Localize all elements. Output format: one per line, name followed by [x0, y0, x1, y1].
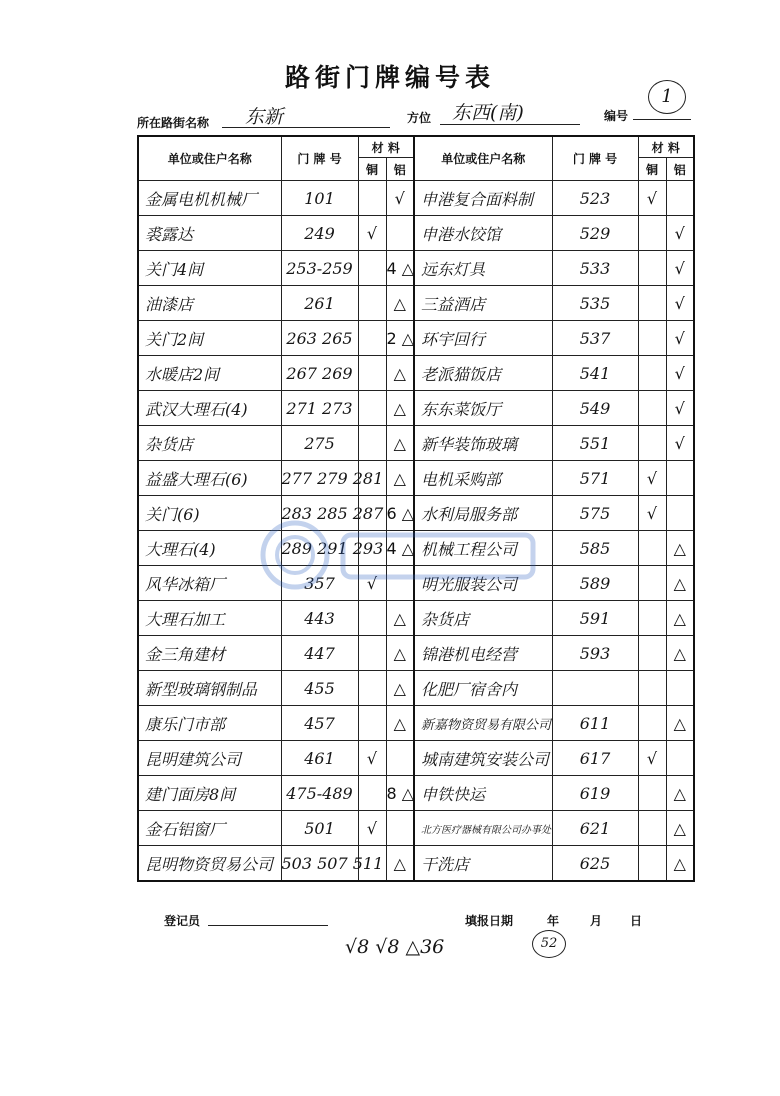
aluminum-mark-right: √	[666, 251, 694, 286]
copper-mark-right	[638, 251, 666, 286]
aluminum-mark-right: △	[666, 636, 694, 671]
door-number-right: 533	[552, 251, 638, 286]
tally-note: √8 √8 △36	[345, 936, 445, 958]
unit-name-right: 新华装饰玻璃	[414, 426, 552, 461]
aluminum-mark-left	[386, 741, 414, 776]
unit-name-left: 益盛大理石(6)	[138, 461, 281, 496]
aluminum-mark-left	[386, 811, 414, 846]
table-row	[138, 741, 694, 776]
unit-name-left: 昆明建筑公司	[138, 741, 281, 776]
aluminum-mark-right: √	[666, 426, 694, 461]
copper-mark-right	[638, 356, 666, 391]
unit-name-right: 三益酒店	[414, 286, 552, 321]
table-row	[138, 216, 694, 251]
form-number-circle: 1	[648, 80, 686, 114]
aluminum-mark-left: △	[386, 706, 414, 741]
copper-mark-right: √	[638, 496, 666, 531]
copper-mark-left	[358, 601, 386, 636]
unit-name-left: 油漆店	[138, 286, 281, 321]
table-row	[138, 706, 694, 741]
table-row	[138, 846, 694, 882]
door-number-left: 261	[281, 286, 358, 321]
door-number-right: 523	[552, 181, 638, 216]
aluminum-mark-right	[666, 741, 694, 776]
unit-name-left: 杂货店	[138, 426, 281, 461]
table-row	[138, 461, 694, 496]
unit-name-left: 裘露达	[138, 216, 281, 251]
unit-name-left: 金属电机机械厂	[138, 181, 281, 216]
door-number-right: 585	[552, 531, 638, 566]
aluminum-mark-right	[666, 671, 694, 706]
header-unit-right: 单位或住户名称	[414, 136, 552, 181]
unit-name-right: 老派猫饭店	[414, 356, 552, 391]
year-label: 年	[547, 914, 560, 928]
header-door-right: 门 牌 号	[552, 136, 638, 181]
door-number-left: 249	[281, 216, 358, 251]
unit-name-left: 金三角建材	[138, 636, 281, 671]
unit-name-left: 风华冰箱厂	[138, 566, 281, 601]
unit-name-right: 锦港机电经营	[414, 636, 552, 671]
copper-mark-right	[638, 391, 666, 426]
unit-name-right: 杂货店	[414, 601, 552, 636]
table-row	[138, 251, 694, 286]
door-number-left: 447	[281, 636, 358, 671]
unit-name-left: 康乐门市部	[138, 706, 281, 741]
date-label: 填报日期	[465, 914, 514, 928]
table-row	[138, 496, 694, 531]
direction-underline	[440, 124, 580, 125]
table-row	[138, 566, 694, 601]
unit-name-left: 新型玻璃钢制品	[138, 671, 281, 706]
unit-name-right: 电机采购部	[414, 461, 552, 496]
unit-name-left: 昆明物资贸易公司	[138, 846, 281, 882]
door-number-left: 101	[281, 181, 358, 216]
header-door-left: 门 牌 号	[281, 136, 358, 181]
unit-name-right: 水利局服务部	[414, 496, 552, 531]
unit-name-left: 关门(6)	[138, 496, 281, 531]
table-row	[138, 671, 694, 706]
door-number-right: 617	[552, 741, 638, 776]
copper-mark-right	[638, 776, 666, 811]
aluminum-mark-left: 8 △	[386, 776, 414, 811]
unit-name-right: 申港水饺馆	[414, 216, 552, 251]
door-number-right: 593	[552, 636, 638, 671]
day-label: 日	[630, 914, 643, 928]
unit-name-left: 关门2间	[138, 321, 281, 356]
copper-mark-left	[358, 706, 386, 741]
copper-mark-right	[638, 321, 666, 356]
aluminum-mark-left: △	[386, 356, 414, 391]
door-number-right: 611	[552, 706, 638, 741]
copper-mark-left	[358, 356, 386, 391]
table-body	[138, 181, 694, 882]
aluminum-mark-left: 4 △	[386, 251, 414, 286]
copper-mark-right: √	[638, 181, 666, 216]
copper-mark-right	[638, 216, 666, 251]
unit-name-left: 武汉大理石(4)	[138, 391, 281, 426]
copper-mark-left	[358, 181, 386, 216]
registrar-underline	[208, 925, 328, 926]
table-row	[138, 391, 694, 426]
aluminum-mark-right: △	[666, 566, 694, 601]
door-number-right: 529	[552, 216, 638, 251]
unit-name-right: 环宇回行	[414, 321, 552, 356]
table-row	[138, 286, 694, 321]
header-material-right: 材 料	[638, 136, 694, 158]
unit-name-right: 申铁快运	[414, 776, 552, 811]
header-aluminum-right: 铝	[666, 158, 694, 181]
door-number-right: 537	[552, 321, 638, 356]
aluminum-mark-right	[666, 461, 694, 496]
table-row	[138, 531, 694, 566]
door-number-right: 549	[552, 391, 638, 426]
aluminum-mark-left: 6 △	[386, 496, 414, 531]
door-number-left: 501	[281, 811, 358, 846]
door-number-table	[137, 135, 695, 882]
aluminum-mark-right: √	[666, 286, 694, 321]
copper-mark-right	[638, 531, 666, 566]
unit-name-right: 干洗店	[414, 846, 552, 882]
table-row	[138, 601, 694, 636]
unit-name-right: 明光服装公司	[414, 566, 552, 601]
form-title: 路街门牌编号表	[284, 63, 495, 92]
door-number-left: 283 285 287	[281, 496, 358, 531]
aluminum-mark-right: △	[666, 601, 694, 636]
door-number-left: 263 265	[281, 321, 358, 356]
unit-name-left: 建门面房8间	[138, 776, 281, 811]
door-number-right: 591	[552, 601, 638, 636]
unit-name-right: 机械工程公司	[414, 531, 552, 566]
copper-mark-left	[358, 636, 386, 671]
copper-mark-left	[358, 776, 386, 811]
table-row	[138, 776, 694, 811]
copper-mark-left: √	[358, 566, 386, 601]
door-number-right: 551	[552, 426, 638, 461]
unit-name-left: 水暖店2间	[138, 356, 281, 391]
door-number-right	[552, 671, 638, 706]
table-row	[138, 356, 694, 391]
door-number-right: 621	[552, 811, 638, 846]
unit-name-right: 北方医疗器械有限公司办事处	[414, 811, 552, 846]
aluminum-mark-left: △	[386, 391, 414, 426]
unit-name-right: 新嘉物资贸易有限公司	[414, 706, 552, 741]
door-number-right: 625	[552, 846, 638, 882]
copper-mark-left	[358, 671, 386, 706]
header-unit-left: 单位或住户名称	[138, 136, 281, 181]
aluminum-mark-right: △	[666, 706, 694, 741]
copper-mark-right	[638, 846, 666, 882]
door-number-left: 271 273	[281, 391, 358, 426]
copper-mark-left	[358, 426, 386, 461]
direction-value: 东西(南)	[452, 102, 524, 124]
copper-mark-right	[638, 426, 666, 461]
number-underline	[633, 119, 691, 120]
aluminum-mark-right: √	[666, 321, 694, 356]
door-number-right: 535	[552, 286, 638, 321]
aluminum-mark-right: △	[666, 531, 694, 566]
header-copper-left: 铜	[358, 158, 386, 181]
copper-mark-left	[358, 321, 386, 356]
copper-mark-right	[638, 706, 666, 741]
door-number-left: 253-259	[281, 251, 358, 286]
door-number-left: 277 279 281	[281, 461, 358, 496]
aluminum-mark-left: △	[386, 461, 414, 496]
door-number-right: 575	[552, 496, 638, 531]
street-label: 所在路街名称	[137, 116, 210, 130]
door-number-left: 475-489	[281, 776, 358, 811]
aluminum-mark-left: △	[386, 426, 414, 461]
door-number-left: 289 291 293	[281, 531, 358, 566]
street-value: 东新	[245, 106, 284, 128]
aluminum-mark-left: △	[386, 286, 414, 321]
aluminum-mark-left: △	[386, 601, 414, 636]
door-number-left: 357	[281, 566, 358, 601]
table-row	[138, 321, 694, 356]
copper-mark-right	[638, 811, 666, 846]
door-number-left: 267 269	[281, 356, 358, 391]
unit-name-right: 远东灯具	[414, 251, 552, 286]
aluminum-mark-left: √	[386, 181, 414, 216]
aluminum-mark-right: △	[666, 776, 694, 811]
unit-name-right: 东东菜饭厅	[414, 391, 552, 426]
aluminum-mark-right: △	[666, 811, 694, 846]
copper-mark-left: √	[358, 216, 386, 251]
unit-name-left: 关门4间	[138, 251, 281, 286]
door-number-left: 457	[281, 706, 358, 741]
table-row	[138, 636, 694, 671]
unit-name-right: 化肥厂宿舍内	[414, 671, 552, 706]
aluminum-mark-left: △	[386, 636, 414, 671]
door-number-right: 589	[552, 566, 638, 601]
header-copper-right: 铜	[638, 158, 666, 181]
door-number-left: 443	[281, 601, 358, 636]
door-number-right: 541	[552, 356, 638, 391]
door-number-left: 455	[281, 671, 358, 706]
number-label: 编号	[604, 109, 629, 123]
aluminum-mark-left	[386, 566, 414, 601]
aluminum-mark-left: 4 △	[386, 531, 414, 566]
aluminum-mark-left	[386, 216, 414, 251]
street-underline	[222, 127, 390, 128]
month-label: 月	[590, 914, 603, 928]
header-material-left: 材 料	[358, 136, 414, 158]
circled-count: 52	[532, 930, 566, 958]
copper-mark-right	[638, 566, 666, 601]
door-number-left: 461	[281, 741, 358, 776]
copper-mark-left: √	[358, 811, 386, 846]
aluminum-mark-left: △	[386, 846, 414, 882]
door-number-right: 571	[552, 461, 638, 496]
unit-name-left: 金石铝窗厂	[138, 811, 281, 846]
unit-name-right: 城南建筑安装公司	[414, 741, 552, 776]
aluminum-mark-right	[666, 496, 694, 531]
unit-name-left: 大理石加工	[138, 601, 281, 636]
registrar-label: 登记员	[164, 914, 201, 928]
copper-mark-right	[638, 286, 666, 321]
aluminum-mark-right: √	[666, 391, 694, 426]
aluminum-mark-right: △	[666, 846, 694, 882]
table-row	[138, 426, 694, 461]
aluminum-mark-right: √	[666, 216, 694, 251]
copper-mark-left: √	[358, 741, 386, 776]
door-number-right: 619	[552, 776, 638, 811]
copper-mark-left	[358, 391, 386, 426]
door-number-left: 503 507 511	[281, 846, 358, 882]
copper-mark-right: √	[638, 741, 666, 776]
unit-name-left: 大理石(4)	[138, 531, 281, 566]
table-row	[138, 811, 694, 846]
direction-label: 方位	[407, 111, 432, 125]
copper-mark-left	[358, 286, 386, 321]
header-aluminum-left: 铝	[386, 158, 414, 181]
table-row	[138, 181, 694, 216]
aluminum-mark-left: 2 △	[386, 321, 414, 356]
copper-mark-right: √	[638, 461, 666, 496]
copper-mark-left	[358, 251, 386, 286]
copper-mark-right	[638, 601, 666, 636]
unit-name-right: 申港复合面料制	[414, 181, 552, 216]
copper-mark-right	[638, 636, 666, 671]
aluminum-mark-right: √	[666, 356, 694, 391]
door-number-left: 275	[281, 426, 358, 461]
aluminum-mark-left: △	[386, 671, 414, 706]
aluminum-mark-right	[666, 181, 694, 216]
copper-mark-right	[638, 671, 666, 706]
